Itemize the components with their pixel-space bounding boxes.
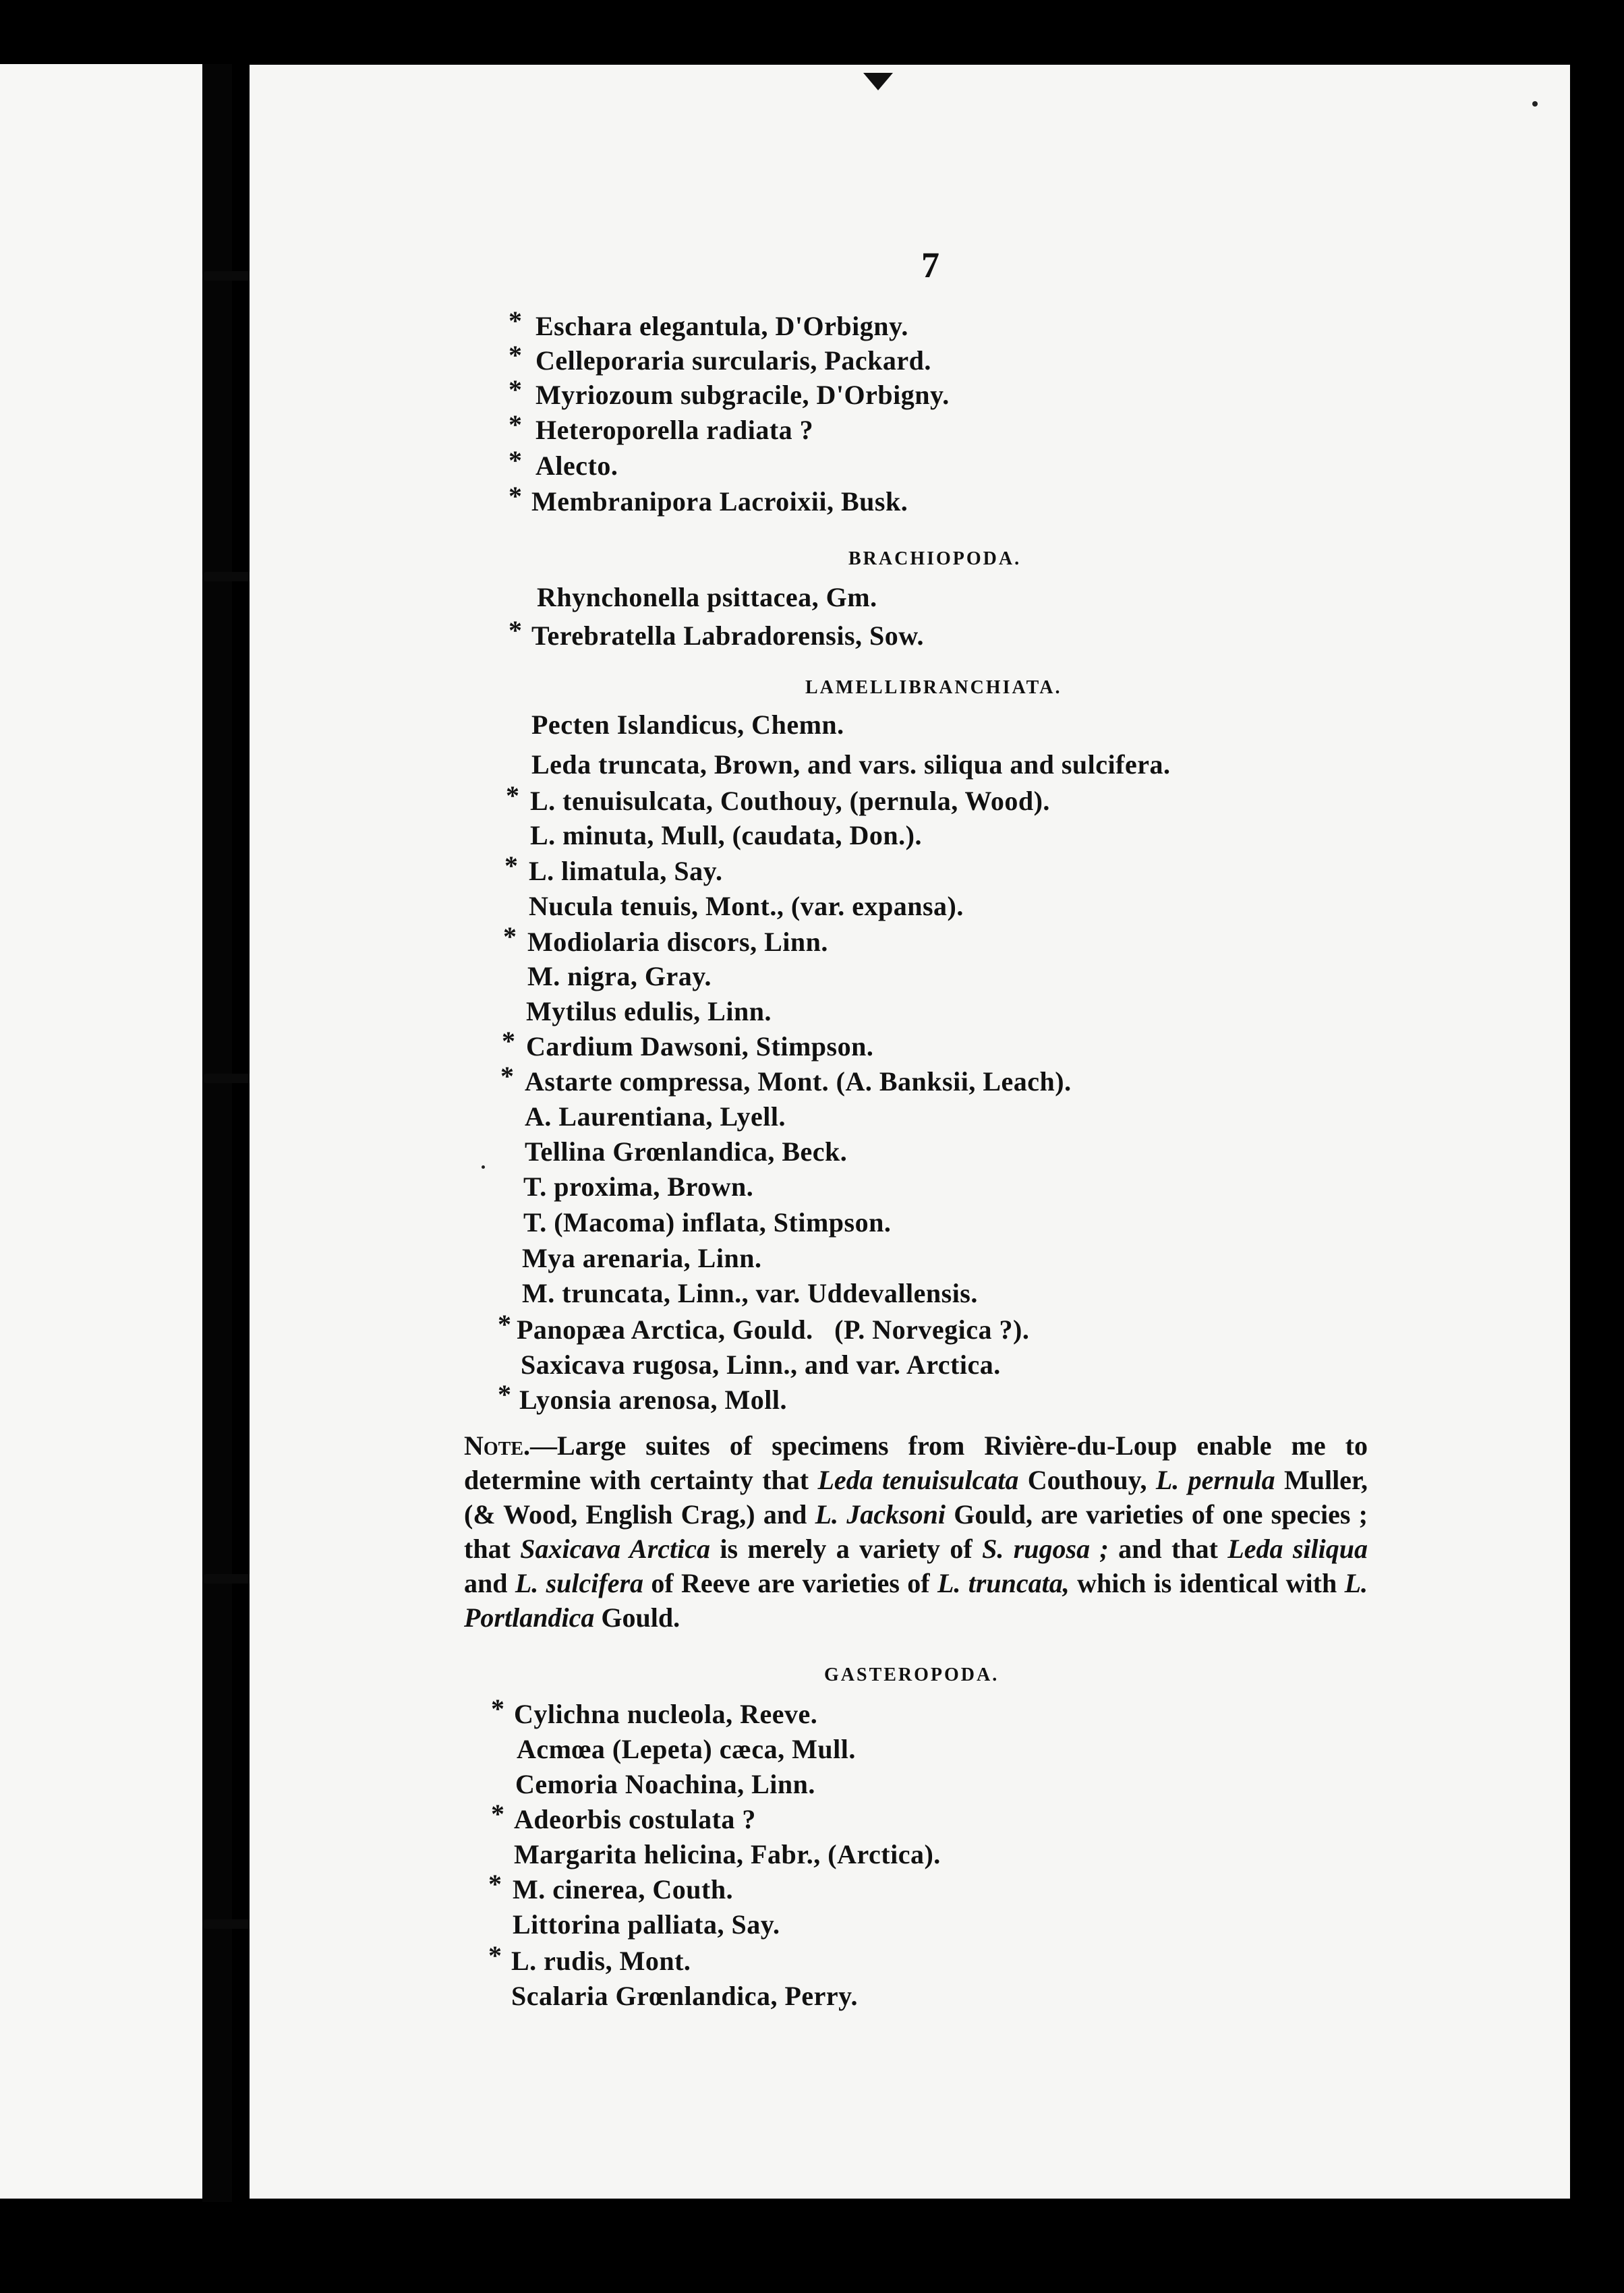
bullet-marker: * <box>488 1869 502 1899</box>
species-entry: Astarte compressa, Mont. (A. Banksii, Leach). <box>525 1066 1072 1097</box>
species-entry: Littorina palliata, Say. <box>513 1909 780 1940</box>
species-entry: T. proxima, Brown. <box>523 1171 754 1202</box>
species-entry: Celleporaria surcularis, Packard. <box>535 345 931 376</box>
species-entry: Mya arenaria, Linn. <box>522 1243 762 1273</box>
species-entry: Panopæa Arctica, Gould. (P. Norvegica ?). <box>517 1314 1030 1345</box>
species-entry: T. (Macoma) inflata, Stimpson. <box>523 1207 892 1238</box>
species-entry: Myriozoum subgracile, D'Orbigny. <box>535 380 950 410</box>
species-entry: Heteroporella radiata ? <box>535 415 814 445</box>
species-entry: Leda truncata, Brown, and vars. siliqua and sulcifera. <box>531 749 1171 780</box>
bullet-marker: * <box>509 481 522 511</box>
species-entry: Terebratella Labradorensis, Sow. <box>531 620 924 651</box>
bullet-marker: * <box>509 340 522 370</box>
species-entry: Rhynchonella psittacea, Gm. <box>537 582 877 612</box>
species-entry: Eschara elegantula, D'Orbigny. <box>535 311 908 341</box>
species-entry: L. tenuisulcata, Couthouy, (pernula, Wood). <box>530 786 1050 816</box>
bullet-marker: * <box>509 445 522 475</box>
species-entry: L. minuta, Mull, (caudata, Don.). <box>530 820 922 850</box>
species-entry: Scalaria Grœnlandica, Perry. <box>511 1981 858 2011</box>
species-entry: Modiolaria discors, Linn. <box>527 927 828 957</box>
note-label: Note. <box>464 1430 531 1461</box>
bullet-marker: * <box>498 1309 511 1339</box>
species-entry: Alecto. <box>535 451 618 481</box>
print-speck <box>482 1165 485 1169</box>
species-entry: Saxicava rugosa, Linn., and var. Arctica. <box>521 1349 1001 1380</box>
bullet-marker: * <box>498 1379 511 1410</box>
species-entry: Cylichna nucleola, Reeve. <box>514 1699 818 1729</box>
species-entry: M. truncata, Linn., var. Uddevallensis. <box>522 1278 978 1308</box>
book-binding <box>202 64 232 2202</box>
page-tear-mark <box>863 73 893 90</box>
bullet-marker: * <box>506 780 519 811</box>
species-entry: Nucula tenuis, Mont., (var. expansa). <box>529 891 964 921</box>
species-italic: Saxicava Arctica <box>520 1534 710 1564</box>
species-entry: L. rudis, Mont. <box>511 1946 691 1976</box>
species-entry: Cemoria Noachina, Linn. <box>515 1769 815 1799</box>
section-heading-brachiopoda: BRACHIOPODA. <box>848 548 1022 569</box>
bullet-marker: * <box>509 615 522 645</box>
section-heading-gasteropoda: GASTEROPODA. <box>824 1664 999 1685</box>
page-number: 7 <box>921 245 939 285</box>
species-italic: S. rugosa ; <box>982 1534 1109 1564</box>
section-heading-lamellibranchiata: LAMELLIBRANCHIATA. <box>805 677 1062 698</box>
bullet-marker: * <box>500 1061 514 1091</box>
species-entry: Membranipora Lacroixii, Busk. <box>531 486 908 517</box>
note-paragraph: Note.—Large suites of specimens from Rivière-du-Loup enable me to determine with certainty that Leda tenuisulcata Couthouy, L. pernula Muller, (& Wood, English Crag,) and L. Jacksoni Gould, are varieties of one species ; that Saxicava Arctica is merely a variety of S. rugosa ; and that Leda siliqua and L. sulcifera of Reeve are varieties of L. truncata, which is identical with L. Portlandica Gould. <box>464 1430 1368 1633</box>
species-entry: M. cinerea, Couth. <box>513 1874 734 1905</box>
bullet-marker: * <box>504 850 518 881</box>
species-entry: Acmœa (Lepeta) cæca, Mull. <box>517 1734 856 1764</box>
print-speck <box>1532 101 1538 107</box>
species-entry: Adeorbis costulata ? <box>514 1804 756 1834</box>
species-italic: L. pernula <box>1155 1465 1275 1495</box>
bullet-marker: * <box>509 374 522 405</box>
bullet-marker: * <box>491 1799 504 1829</box>
species-entry: Tellina Grœnlandica, Beck. <box>525 1136 848 1167</box>
species-entry: Pecten Islandicus, Chemn. <box>531 709 844 740</box>
species-italic: L. Jacksoni <box>815 1499 946 1530</box>
species-entry: L. limatula, Say. <box>529 856 723 886</box>
bullet-marker: * <box>491 1693 504 1724</box>
bullet-marker: * <box>488 1940 502 1971</box>
species-italic: L. sulcifera <box>515 1568 644 1598</box>
bullet-marker: * <box>509 409 522 440</box>
species-entry: M. nigra, Gray. <box>527 961 712 991</box>
bullet-marker: * <box>502 1026 515 1056</box>
bullet-marker: * <box>509 306 522 336</box>
species-italic: L. Portlandica <box>464 1568 1368 1633</box>
bullet-marker: * <box>503 921 517 952</box>
species-entry: A. Laurentiana, Lyell. <box>525 1101 786 1132</box>
species-italic: Leda siliqua <box>1227 1534 1368 1564</box>
species-entry: Margarita helicina, Fabr., (Arctica). <box>514 1839 941 1869</box>
species-italic: L. truncata, <box>937 1568 1070 1598</box>
species-entry: Lyonsia arenosa, Moll. <box>519 1385 787 1415</box>
species-entry: Cardium Dawsoni, Stimpson. <box>526 1031 874 1062</box>
species-italic: Leda tenuisulcata <box>817 1465 1019 1495</box>
species-entry: Mytilus edulis, Linn. <box>526 996 772 1026</box>
facing-page <box>0 64 223 2199</box>
